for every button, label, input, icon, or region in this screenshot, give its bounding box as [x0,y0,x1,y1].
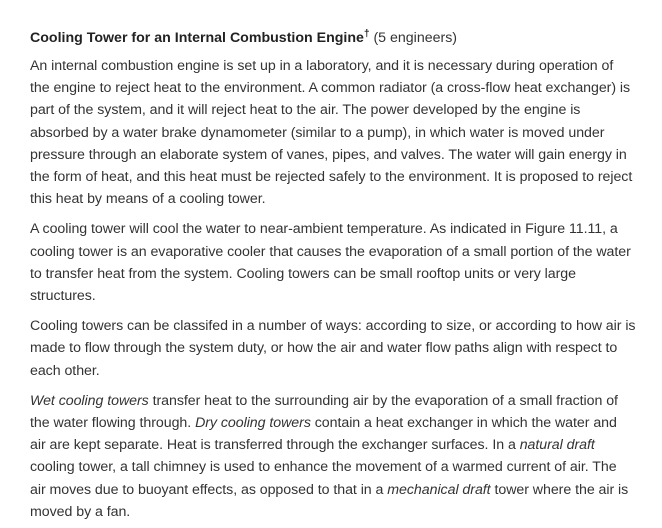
term-wet-cooling-towers: Wet cooling towers [30,392,149,409]
text-segment: transfer heat to the surrounding air by the evaporation of a small fraction of the water flowing through. [30,392,618,432]
term-mechanical-draft: mechanical draft [387,481,491,498]
paragraph-classification: Cooling towers can be classifed in a number of ways: according to size, or according to how air is made to flow through the system duty, or how the air and water flow paths align with respect to each other. [30,318,636,379]
section-title: Cooling Tower for an Internal Combustion Engine [30,30,364,46]
text-segment: tower where the air is moved by a fan. [30,481,629,520]
dagger-footnote-mark: † [363,28,370,40]
paragraph-cooling-tower-intro: A cooling tower will cool the water to near-ambient temperature. As indicated in Figure 11.11, a cooling tower is an evaporative cooler that causes the evaporation of a small portion of the water to transfer heat from the system. Cooling towers can be small rooftop units or very large structures. [30,221,631,305]
term-dry-cooling-towers: Dry cooling towers [195,415,311,432]
engineer-count: (5 engineers) [369,30,458,46]
paragraph-engine-setup: An internal combustion engine is set up in a laboratory, and it is necessary during operation of the engine to reject heat to the environment. A common radiator (a cross-flow heat exchanger) is part of the system, and it will reject heat to the air. The power developed by the engine is absorbed by a water brake dynamometer (similar to a pump), in which water is moved under pressure through an elaborate system of vanes, pipes, and valves. The water will gain energy in the form of heat, and this heat must be rejected safely to the environment. It is proposed to reject this heat by means of a cooling tower. [30,58,633,208]
section-heading [30,27,636,49]
paragraph-tower-types [30,390,636,523]
text-segment: cooling tower, a tall chimney is used to enhance the movement of a warmed current of air. The air moves due to buoyant effects, as opposed to that in a [30,459,617,498]
term-natural-draft: natural draft [519,437,595,454]
text-segment: contain a heat exchanger in which the water and air are kept separate. Heat is transferred through the exchanger surfaces. In a [30,415,617,454]
